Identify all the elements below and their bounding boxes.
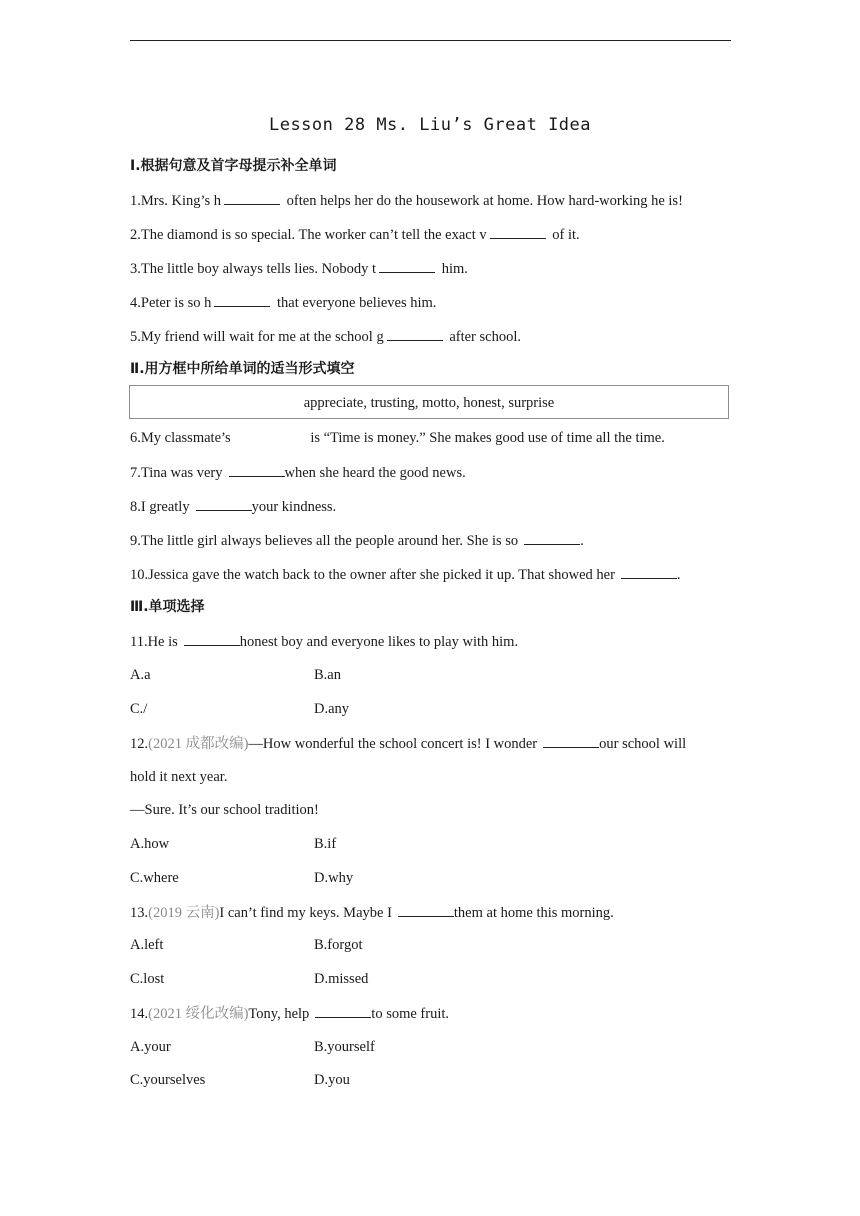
question-7: 7.Tina was very when she heard the good news. — [130, 462, 466, 483]
answer-blank — [184, 631, 240, 646]
question-6: 6.My classmate’s is “Time is money.” She makes good use of time all the time. — [130, 430, 665, 446]
word-box: appreciate, trusting, motto, honest, surprise — [129, 385, 729, 419]
answer-blank — [229, 462, 285, 477]
section-heading-1: Ⅰ.根据句意及首字母提示补全单词 — [130, 158, 337, 174]
answer-blank — [398, 902, 454, 917]
answer-blank — [524, 530, 580, 545]
page-title: Lesson 28 Ms. Liu’s Great Idea — [268, 115, 592, 135]
option-b: B.forgot — [314, 937, 363, 953]
question-13: 13.(2019 云南)I can’t find my keys. Maybe I them at home this morning. — [130, 902, 614, 923]
question-source: (2021 成都改编) — [148, 736, 249, 752]
answer-blank — [387, 326, 443, 341]
option-a: A.your — [130, 1039, 171, 1055]
header-rule — [130, 40, 731, 41]
question-14: 14.(2021 绥化改编)Tony, help to some fruit. — [130, 1003, 449, 1024]
question-3: 3.The little boy always tells lies. Nobody t him. — [130, 258, 468, 279]
option-a: A.left — [130, 937, 164, 953]
question-12-reply: —Sure. It’s our school tradition! — [130, 802, 319, 818]
option-d: D.missed — [314, 971, 369, 987]
question-12-continued: hold it next year. — [130, 769, 228, 785]
option-c: C.yourselves — [130, 1072, 206, 1088]
answer-blank — [224, 190, 280, 205]
question-11: 11.He is honest boy and everyone likes to play with him. — [130, 631, 518, 652]
question-5: 5.My friend will wait for me at the school g after school. — [130, 326, 521, 347]
question-8: 8.I greatly your kindness. — [130, 496, 336, 517]
answer-blank — [196, 496, 252, 511]
option-c: C./ — [130, 701, 148, 717]
option-c: C.where — [130, 870, 179, 886]
option-d: D.any — [314, 701, 350, 717]
question-9: 9.The little girl always believes all the people around her. She is so . — [130, 530, 584, 551]
question-1: 1.Mrs. King’s h often helps her do the housework at home. How hard-working he is! — [130, 190, 683, 211]
answer-blank — [315, 1003, 371, 1018]
option-b: B.yourself — [314, 1039, 375, 1055]
question-10: 10.Jessica gave the watch back to the owner after she picked it up. That showed her . — [130, 564, 681, 585]
answer-blank — [621, 564, 677, 579]
answer-blank — [543, 733, 599, 748]
question-12: 12.(2021 成都改编)—How wonderful the school concert is! I wonder our school will — [130, 733, 686, 754]
option-b: B.if — [314, 836, 337, 852]
answer-blank — [379, 258, 435, 273]
option-a: A.how — [130, 836, 170, 852]
answer-blank — [234, 428, 304, 442]
answer-blank — [214, 292, 270, 307]
option-b: B.an — [314, 667, 341, 683]
option-d: D.why — [314, 870, 354, 886]
question-2: 2.The diamond is so special. The worker can’t tell the exact v of it. — [130, 224, 580, 245]
question-4: 4.Peter is so h that everyone believes him. — [130, 292, 436, 313]
option-d: D.you — [314, 1072, 350, 1088]
question-source: (2021 绥化改编) — [148, 1006, 249, 1022]
option-c: C.lost — [130, 971, 165, 987]
section-heading-2: Ⅱ.用方框中所给单词的适当形式填空 — [130, 361, 355, 377]
option-a: A.a — [130, 667, 151, 683]
question-source: (2019 云南) — [148, 905, 220, 921]
answer-blank — [490, 224, 546, 239]
section-heading-3: Ⅲ.单项选择 — [130, 599, 205, 615]
